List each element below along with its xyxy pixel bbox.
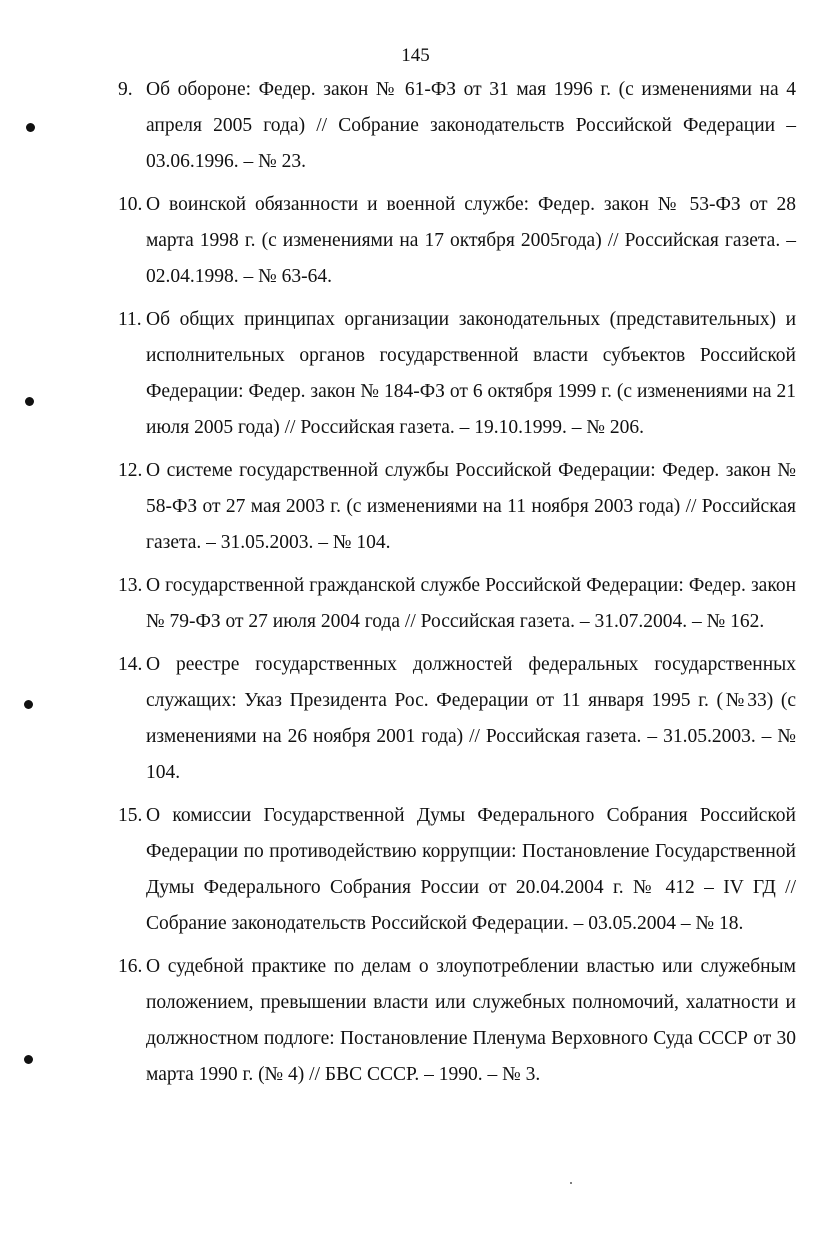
reference-text: Об обороне: Федер. закон № 61-ФЗ от 31 мая 1996 г. (с изменениями на 4 апреля 2005 года) // Собрание законодательств Российской Федерации – 03.06.1996. – № 23. [146,79,796,172]
reference-item [118,949,796,1093]
reference-number: 14. [118,654,143,675]
punch-hole-mark [24,1055,33,1064]
reference-list [118,72,796,1100]
reference-text: О реестре государственных должностей федеральных государственных служащих: Указ Президента Рос. Федерации от 11 января 1995 г. (№33) (с изменениями на 26 ноября 2001 года) // Российская газета. – 31.05.2003. – № 104. [146,654,796,783]
page-number: 145 [401,45,430,66]
reference-text: О государственной гражданской службе Российской Федерации: Федер. закон № 79-ФЗ от 27 июля 2004 года // Российская газета. – 31.07.2004. – № 162. [146,575,796,632]
reference-item [118,568,796,640]
reference-number: 12. [118,460,143,481]
punch-hole-mark [24,700,33,709]
reference-item [118,453,796,561]
reference-item [118,72,796,180]
reference-number: 10. [118,194,143,215]
reference-text: О комиссии Государственной Думы Федерального Собрания Российской Федерации по противодействию коррупции: Постановление Государственной Думы Федерального Собрания России от 20.04.2004 г. № 412 – IV ГД // Собрание законодательств Российской Федерации. – 03.05.2004 – № 18. [146,805,796,934]
reference-item [118,187,796,295]
reference-text: О воинской обязанности и военной службе: Федер. закон № 53-ФЗ от 28 марта 1998 г. (с изменениями на 17 октября 2005года) // Российская газета. – 02.04.1998. – № 63-64. [146,194,796,287]
punch-hole-mark [25,397,34,406]
punch-hole-mark [26,123,35,132]
scan-speck [570,1182,572,1184]
reference-text: Об общих принципах организации законодательных (представительных) и исполнительных органов государственной власти субъектов Российской Федерации: Федер. закон № 184-ФЗ от 6 октября 1999 г. (с изменениями на 21 июля 2005 года) // Российская газета. – 19.10.1999. – № 206. [146,309,796,438]
reference-number: 9. [118,79,133,100]
reference-number: 16. [118,956,143,977]
reference-item [118,647,796,791]
reference-number: 11. [118,309,142,330]
reference-number: 13. [118,575,143,596]
reference-text: О судебной практике по делам о злоупотреблении властью или служебным положением, превышении власти или служебных полномочий, халатности и должностном подлоге: Постановление Пленума Верховного Суда СССР от 30 марта 1990 г. (№ 4) // БВС СССР. – 1990. – № 3. [146,956,796,1085]
reference-item [118,302,796,446]
reference-number: 15. [118,805,143,826]
reference-item [118,798,796,942]
reference-text: О системе государственной службы Российской Федерации: Федер. закон № 58-ФЗ от 27 мая 2003 г. (с изменениями на 11 ноября 2003 года) // Российская газета. – 31.05.2003. – № 104. [146,460,796,553]
